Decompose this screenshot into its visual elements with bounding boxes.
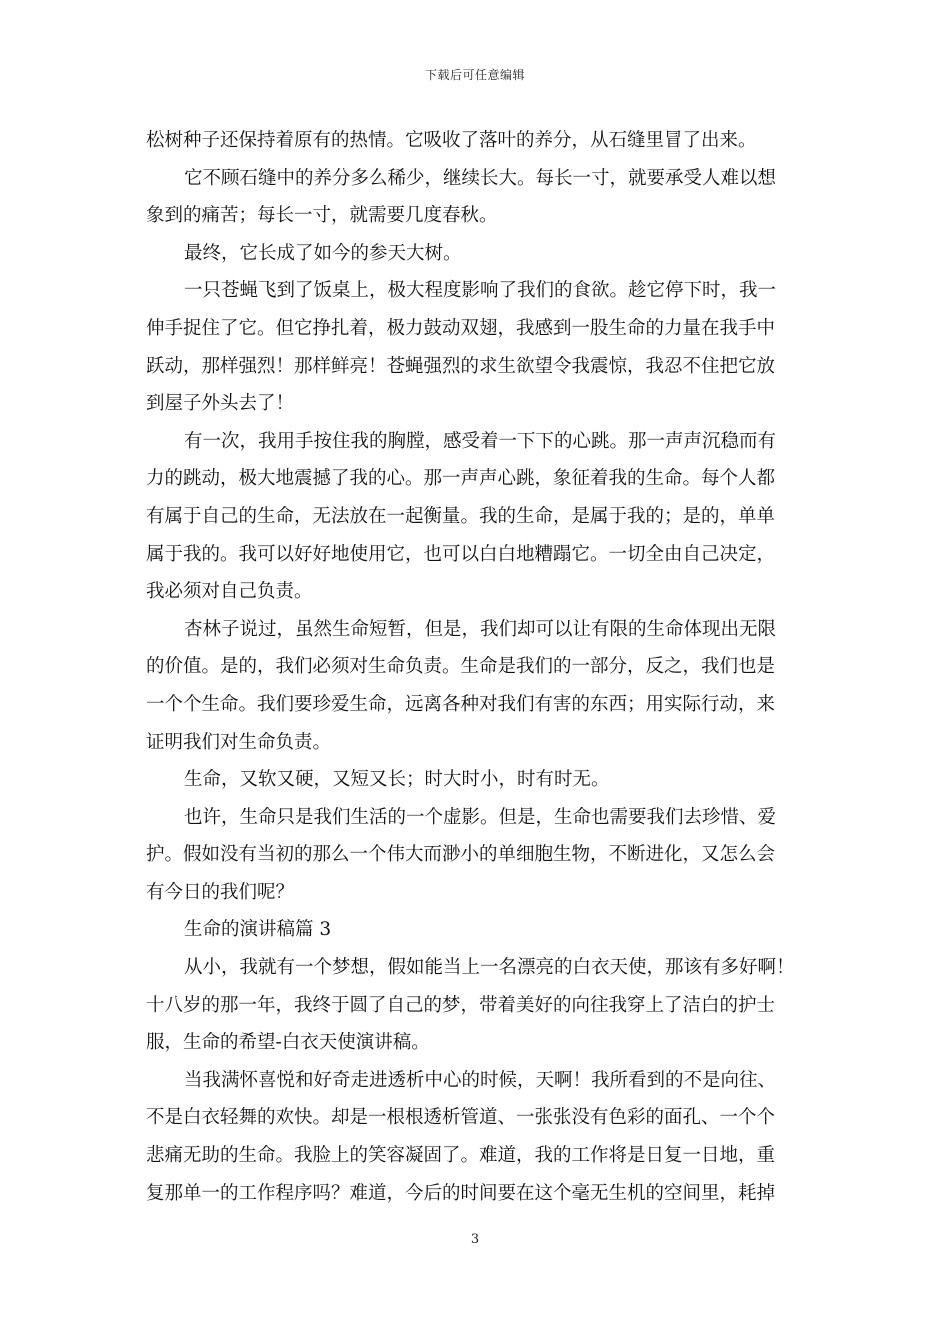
page-number: 3: [470, 1232, 480, 1247]
text-line: 伸手捉住了它。但它挣扎着，极力鼓动双翅，我感到一股生命的力量在我手中: [146, 317, 776, 339]
text-line: 护。假如没有当初的那么一个伟大而渺小的单细胞生物，不断进化，又怎么会: [146, 844, 776, 866]
text-line: 生命，又软又硬，又短又长；时大时小，时有时无。: [184, 769, 610, 791]
text-line: 我必须对自己负责。: [146, 581, 313, 603]
text-line: 复那单一的工作程序吗？难道，今后的时间要在这个毫无生机的空间里，耗掉: [146, 1182, 776, 1204]
text-line: 不是白衣轻舞的欢快。却是一根根透析管道、一张张没有色彩的面孔、一个个: [146, 1107, 776, 1129]
text-line: 证明我们对生命负责。: [146, 731, 332, 753]
text-line: 松树种子还保持着原有的热情。它吸收了落叶的养分，从石缝里冒了出来。: [146, 130, 757, 151]
text-line: 一只苍蝇飞到了饭桌上，极大程度影响了我们的食欲。趁它停下时，我一: [184, 280, 777, 302]
text-line: 杏林子说过，虽然生命短暂，但是，我们却可以让有限的生命体现出无限: [184, 618, 777, 640]
text-line: 当我满怀喜悦和好奇走进透析中心的时候，天啊！我所看到的不是向往、: [184, 1069, 777, 1091]
text-line: 属于我的。我可以好好地使用它，也可以白白地糟蹋它。一切全由自己决定，: [146, 543, 776, 565]
text-line: 的价值。是的，我们必须对生命负责。生命是我们的一部分，反之，我们也是: [146, 656, 776, 678]
document-body: [146, 122, 810, 1212]
text-line: 从小，我就有一个梦想，假如能当上一名漂亮的白衣天使，那该有多好啊！: [184, 957, 795, 979]
text-line: 十八岁的那一年，我终于圆了自己的梦，带着美好的向往我穿上了洁白的护士: [146, 994, 776, 1016]
text-line: 有一次，我用手按住我的胸膛，感受着一下下的心跳。那一声声沉稳而有: [184, 430, 777, 452]
text-line: 生命的演讲稿篇 3: [184, 919, 332, 941]
text-line: 到屋子外头去了！: [146, 393, 295, 415]
text-line: 它不顾石缝中的养分多么稀少，继续长大。每长一寸，就要承受人难以想: [184, 167, 777, 189]
text-line: 最终，它长成了如今的参天大树。: [184, 242, 462, 264]
text-line: 有属于自己的生命，无法放在一起衡量。我的生命，是属于我的；是的，单单: [146, 505, 776, 527]
text-line: 跃动，那样强烈！那样鲜亮！苍蝇强烈的求生欲望令我震惊，我忍不住把它放: [146, 355, 776, 377]
text-line: 一个个生命。我们要珍爱生命，远离各种对我们有害的东西；用实际行动，来: [146, 693, 776, 715]
text-line: 有今日的我们呢？: [146, 881, 295, 903]
text-line: 服，生命的希望-白衣天使演讲稿。: [146, 1032, 430, 1054]
page-header: 下载后可任意编辑: [424, 68, 525, 82]
text-line: 也许，生命只是我们生活的一个虚影。但是，生命也需要我们去珍惜、爱: [184, 806, 777, 828]
text-line: 力的跳动，极大地震撼了我的心。那一声声心跳，象征着我的生命。每个人都: [146, 468, 776, 490]
text-line: 悲痛无助的生命。我脸上的笑容凝固了。难道，我的工作将是日复一日地，重: [146, 1145, 776, 1167]
text-line: 象到的痛苦；每长一寸，就需要几度春秋。: [146, 205, 498, 227]
